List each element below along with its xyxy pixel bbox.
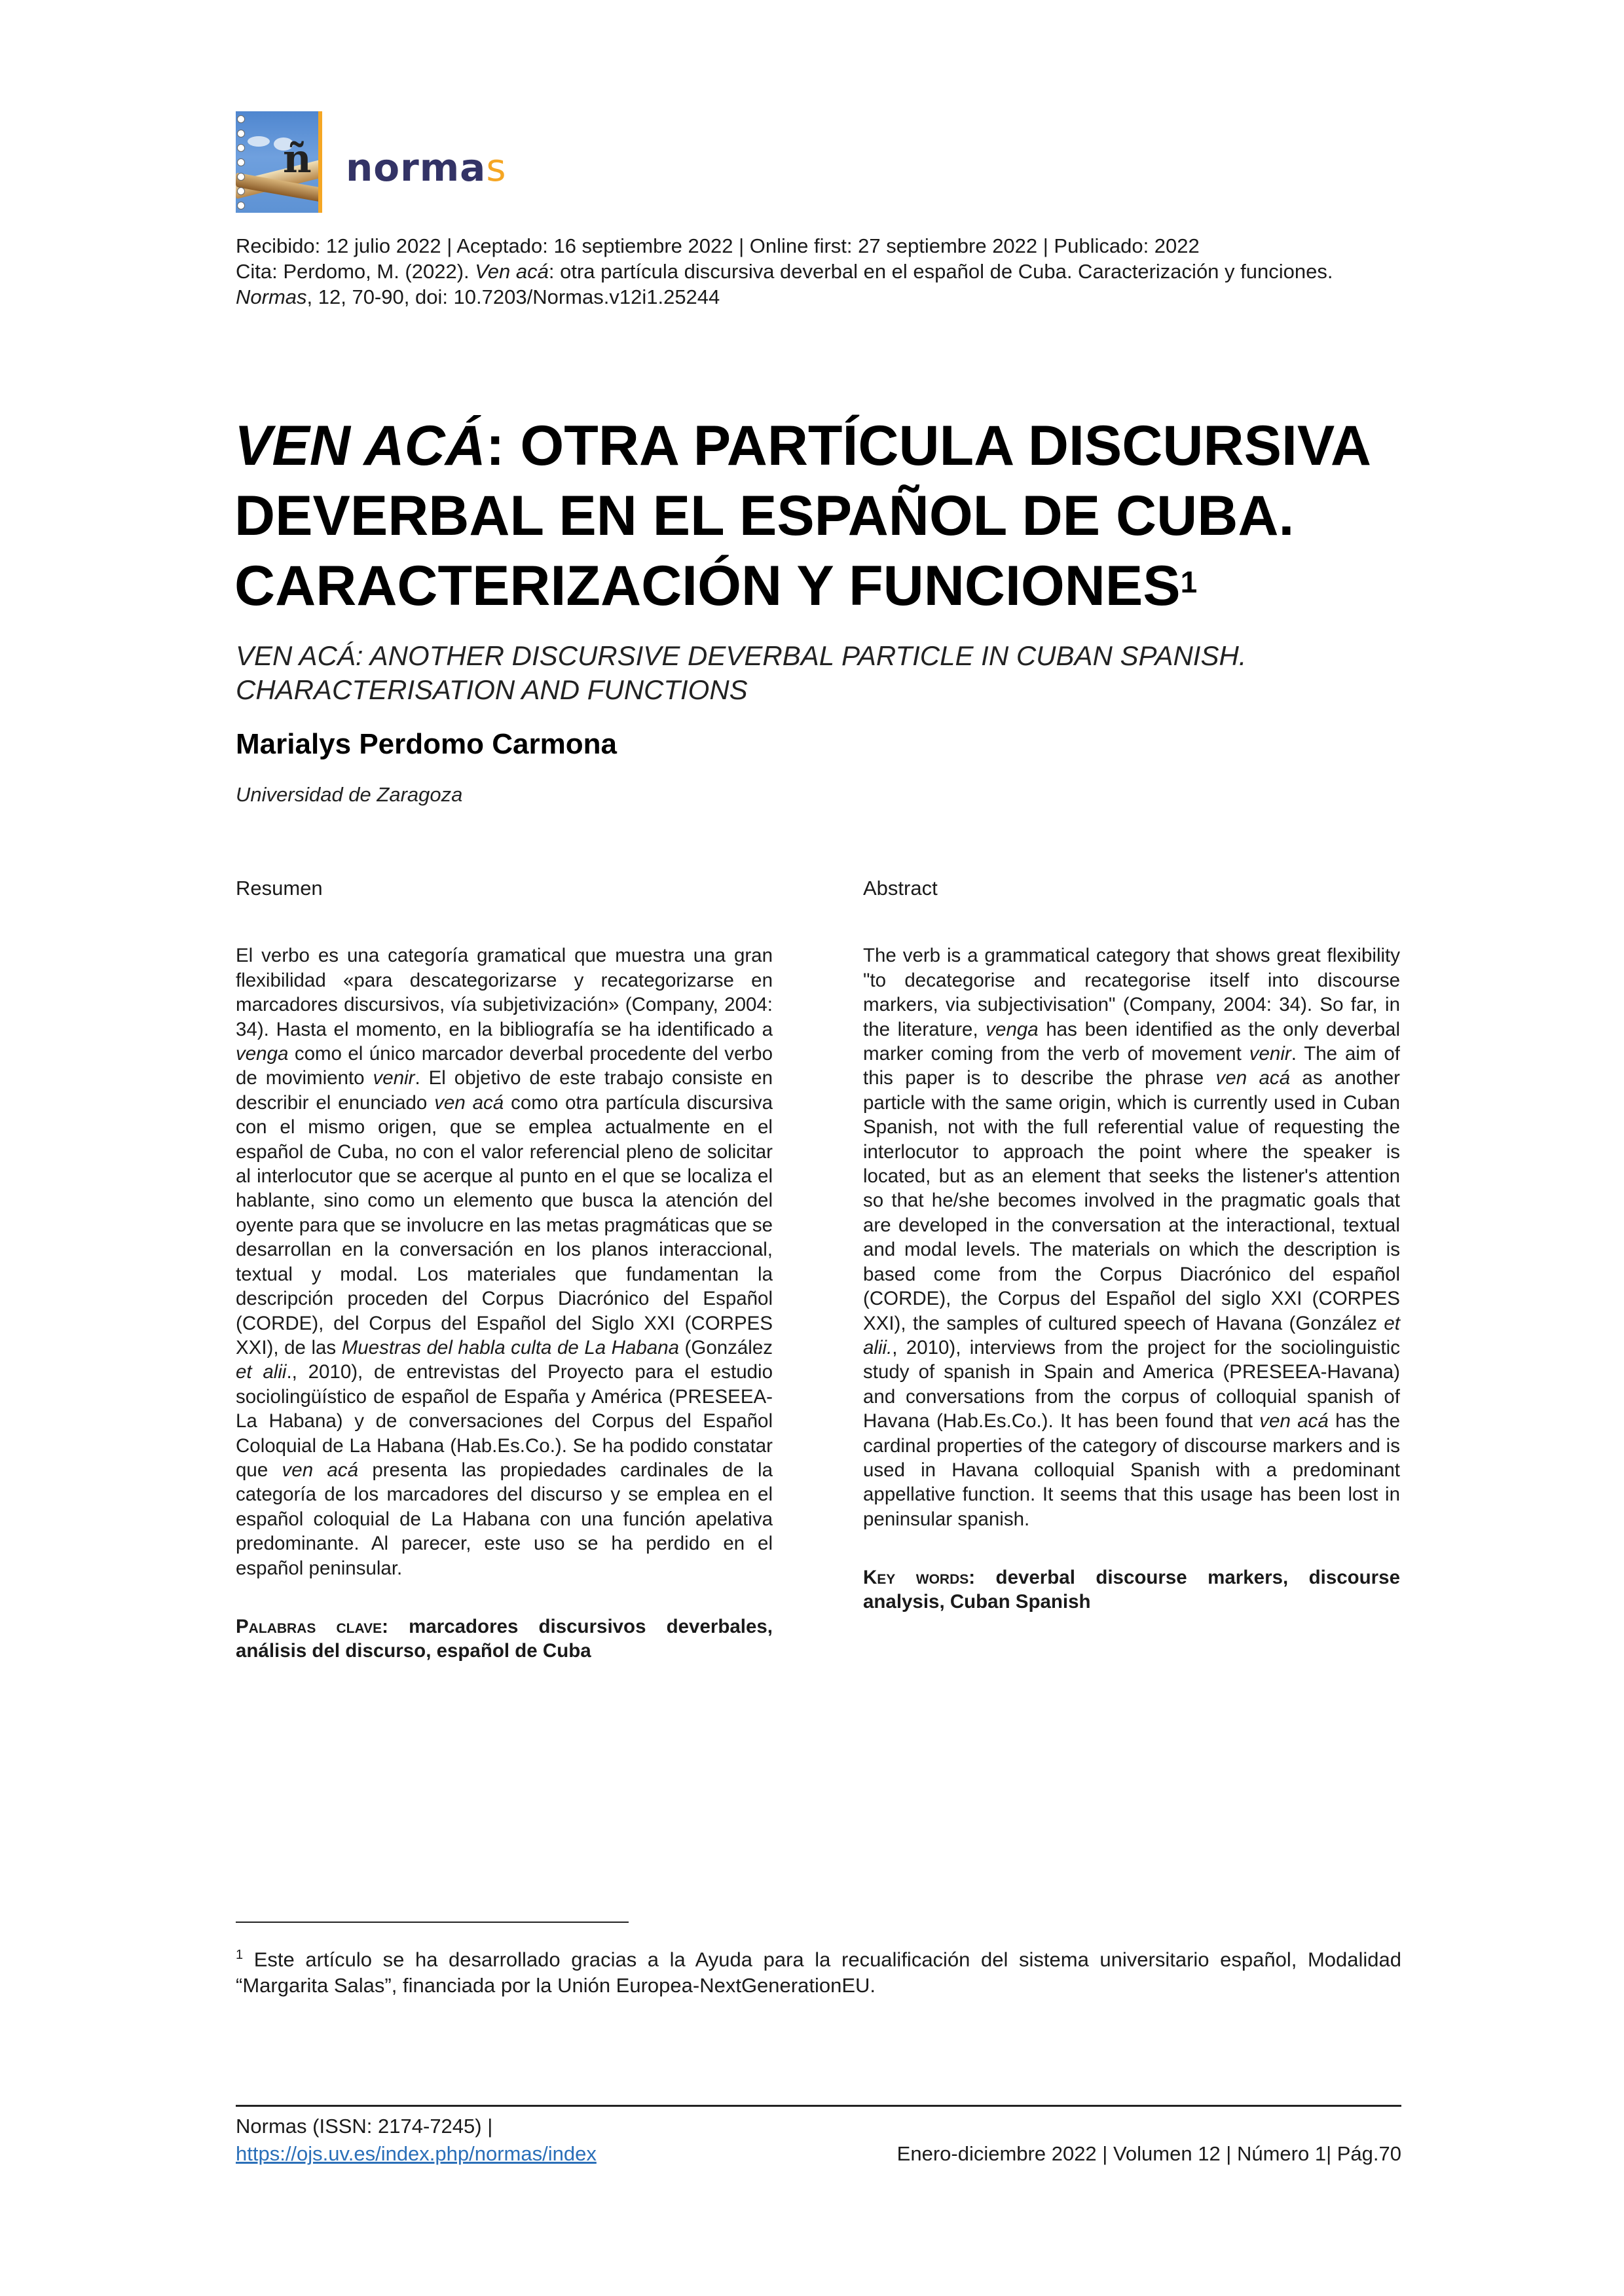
resumen-body: El verbo es una categoría gramatical que muestra una gran flexibilidad «para descategorizarse y recategorizarse en marcadores discursivos, vía subjetivización» (Company, 2004: 34). Hasta el momento, en la bibliografía se ha identificado a venga como el único marcador deverbal procedente del verbo de movimiento venir. El objetivo de este trabajo consiste en describir el enunciado ven acá como otra partícula discursiva con el mismo origen, que se emplea actualmente en el español de Cuba, no con el valor referencial pleno de solicitar al interlocutor que se acerque al punto en el que se localiza el hablante, sino como un elemento que busca la atención del oyente para que se involucre en las metas pragmáticas que se desarrollan en la conversación en los planos interaccional, textual y modal. Los materiales que fundamentan la descripción proceden del Corpus Diacrónico del Español (CORDE), del Corpus del Español del Siglo XXI (CORPES XXI), de las Muestras del habla culta de La Habana (González et alii., 2010), de entrevistas del Proyecto para el estudio sociolingüístico de español de España y América (PRESEEA-La Habana) y de conversaciones del Corpus del Español Coloquial de La Habana (Hab.Es.Co.). Se ha podido constatar que ven acá presenta las propiedades cardinales de la categoría de los marcadores del discurso y se emplea en el español coloquial de La Habana con una función apelativa predominante. Al parecer, este uso se ha perdido en el español peninsular. bbox=[236, 945, 773, 1579]
journal-link[interactable]: https://ojs.uv.es/index.php/normas/index bbox=[236, 2142, 597, 2165]
publication-dates: Recibido: 12 julio 2022 | Aceptado: 16 septiembre 2022 | Online first: 27 septiembre 2022 | Publicado: 2022 bbox=[236, 234, 1200, 257]
journal-issn: Normas (ISSN: 2174-7245) | bbox=[236, 2115, 493, 2138]
footnote-marker: 1 bbox=[236, 1948, 244, 1962]
keywords-label: Key words: bbox=[863, 1567, 976, 1589]
citation-line-2: Normas, 12, 70-90, doi: 10.7203/Normas.v12i1.25244 bbox=[236, 285, 720, 308]
logo-wordmark: normas bbox=[346, 145, 507, 190]
key-words bbox=[863, 1565, 1400, 1614]
keywords-list: deverbal discourse markers, discourse analysis, Cuban Spanish bbox=[863, 1567, 1400, 1613]
abstract-column bbox=[863, 876, 1400, 1614]
publication-meta bbox=[236, 233, 1401, 310]
english-title: VEN ACÁ: ANOTHER DISCURSIVE DEVERBAL PARTICLE IN CUBAN SPANISH. CHARACTERISATION AND FUNCTIONS bbox=[236, 640, 1247, 705]
footer-journal-info bbox=[236, 2113, 597, 2168]
title-line-1: VEN ACÁ: OTRA PARTÍCULA DISCURSIVA bbox=[234, 414, 1371, 477]
article-title bbox=[234, 411, 1413, 621]
footnote bbox=[236, 1942, 1401, 1999]
resumen-column bbox=[236, 876, 773, 1663]
author-name: Marialys Perdomo Carmona bbox=[236, 728, 617, 760]
enye-glyph-icon: ñ bbox=[283, 136, 312, 182]
footnote-divider bbox=[236, 1922, 629, 1923]
logo-book-image bbox=[236, 111, 322, 213]
resumen-heading: Resumen bbox=[236, 877, 323, 900]
keywords-label: Palabras clave: bbox=[236, 1615, 388, 1637]
footer-divider bbox=[236, 2105, 1401, 2107]
citation-line-1: Cita: Perdomo, M. (2022). Ven acá: otra partícula discursiva deverbal en el español de Cuba. Caracterización y funciones. bbox=[236, 260, 1333, 283]
palabras-clave bbox=[236, 1614, 773, 1663]
title-line-3: CARACTERIZACIÓN Y FUNCIONES$^1$ bbox=[234, 555, 1198, 617]
abstract-body: The verb is a grammatical category that shows great flexibility "to decategorise and recategorise itself into discourse markers, via subjectivisation" (Company, 2004: 34). So far, in the literature, venga has been identified as the only deverbal marker coming from the verb of movement venir. The aim of this paper is to describe the phrase ven acá as another particle with the same origin, which is currently used in Cuban Spanish, not with the full referential value of requesting the interlocutor to approach the point where the speaker is located, but as an element that seeks the listener's attention so that he/she becomes involved in the pragmatic goals that are developed in the conversation at the interactional, textual and modal levels. The materials on which the description is based come from the Corpus Diacrónico del español (CORDE), the Corpus del Español del siglo XXI (CORPES XXI), the samples of cultured speech of Havana (González et alii., 2010), interviews from the project for the sociolinguistic study of spanish in Spain and America (PRESEEA-Havana) and conversations from the corpus of colloquial spanish of Havana (Hab.Es.Co.). It has been found that ven acá has the cardinal properties of the category of discourse markers and is used in Havana colloquial Spanish with a predominant appellative function. It seems that this usage has been lost in peninsular spanish. bbox=[863, 945, 1400, 1530]
footnote-text: Este artículo se ha desarrollado gracias a la Ayuda para la recualificación del sistema universitario español, Modalidad “Margarita Salas”, financiada por la Unión Europea-NextGenerationEU. bbox=[236, 1948, 1401, 1997]
keywords-list: marcadores discursivos deverbales, análisis del discurso, español de Cuba bbox=[236, 1615, 773, 1662]
journal-logo bbox=[236, 111, 511, 215]
issue-info: Enero-diciembre 2022 | Volumen 12 | Número 1| Pág.70 bbox=[896, 2142, 1401, 2165]
author-affiliation: Universidad de Zaragoza bbox=[236, 783, 463, 806]
title-line-2: DEVERBAL EN EL ESPAÑOL DE CUBA. bbox=[234, 484, 1295, 547]
abstract-heading: Abstract bbox=[863, 877, 938, 900]
